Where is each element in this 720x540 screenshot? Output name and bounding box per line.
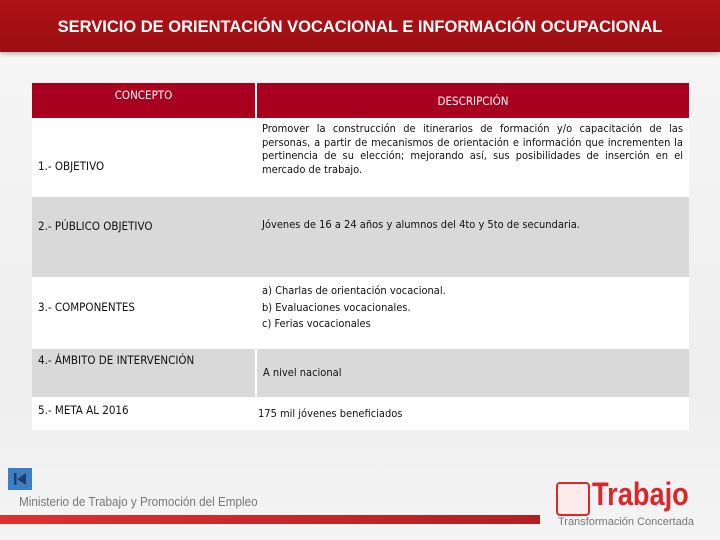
row-concept: 2.- PÚBLICO OBJETIVO [32, 197, 256, 277]
row-concept: 4.- ÁMBITO DE INTERVENCIÓN [32, 349, 256, 397]
row-concept: 1.- OBJETIVO [32, 118, 256, 197]
table-row [32, 197, 689, 277]
row-desc: Jóvenes de 16 a 24 años y alumnos del 4to y 5to de secundaria. [256, 197, 689, 277]
desc-line: a) Charlas de orientación vocacional. [262, 284, 446, 297]
table-row [32, 349, 689, 397]
header-descripcion: DESCRIPCIÓN [256, 83, 689, 118]
page-title: SERVICIO DE ORIENTACIÓN VOCACIONAL E INFORMACIÓN OCUPACIONAL [57, 18, 663, 36]
trabajo-logo [556, 476, 696, 530]
row-concept: 3.- COMPONENTES [32, 277, 256, 349]
row-desc: Promover la construcción de itinerarios de formación y/o capacitación de las personas, a partir de mecanismos de orientación e información que incrementen la pertinencia de su elección; mejorando así, sus posibilidades de inserción en el mercado de trabajo. [256, 118, 689, 197]
row-desc [256, 277, 689, 349]
people-icon [556, 482, 590, 516]
desc-line: b) Evaluaciones vocacionales. [262, 300, 411, 314]
header-concepto: CONCEPTO [32, 83, 256, 118]
table-row [32, 118, 689, 197]
concept-table [32, 83, 689, 430]
row-desc: A nivel nacional [256, 349, 689, 397]
table-row [32, 277, 689, 349]
desc-line: c) Ferias vocacionales [262, 317, 371, 330]
table-header [32, 83, 689, 118]
logo-subtitle: Transformación Concertada [558, 516, 694, 528]
table-row [32, 397, 689, 430]
ministry-name: Ministerio de Trabajo y Promoción del Empleo [19, 494, 258, 509]
skip-back-icon[interactable] [8, 468, 32, 490]
footer-divider [0, 515, 540, 524]
row-desc: 175 mil jóvenes beneficiados [256, 397, 689, 430]
row-concept: 5.- META AL 2016 [32, 397, 256, 430]
logo-text: Trabajo [592, 476, 689, 512]
